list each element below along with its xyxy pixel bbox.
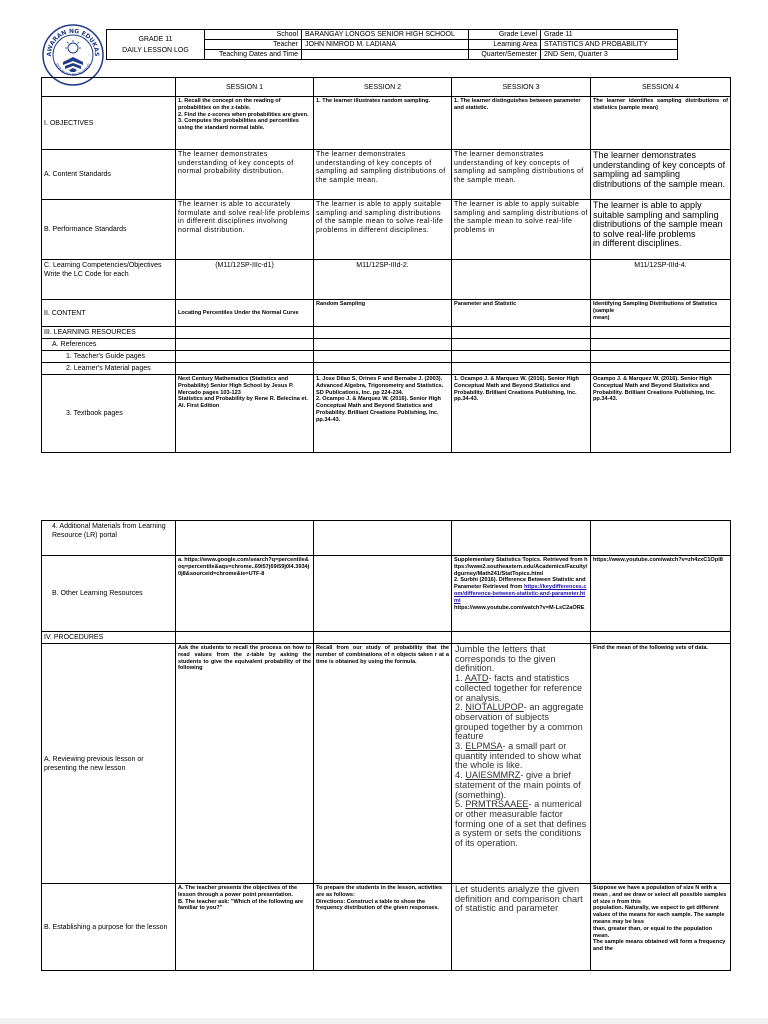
grade-level-label: Grade Level <box>469 30 541 40</box>
lesson-log-table-2 <box>41 520 731 971</box>
jumble-item <box>455 800 587 849</box>
performance-standards-row <box>42 200 731 260</box>
procedures-row <box>42 632 731 644</box>
dates-value <box>302 50 469 60</box>
session-3-header: SESSION 3 <box>452 78 591 97</box>
purpose-row <box>42 884 731 971</box>
purpose-s4: Suppose we have a population of size N with a mean , and we draw or select all possible samples of size n from this population. Naturally, we expect to get different values of the means for each sample. The sample means may be less than, greater than, or equal to the population mean. The sample means obtained will form a frequency and the <box>591 884 731 971</box>
jumble-word: UAIESMMRZ <box>465 770 521 781</box>
youtube-link[interactable]: https://www.youtube.com/watch?v=M-LsC2aORE <box>454 604 585 611</box>
reviewing-s4: Find the mean of the following sets of data. <box>591 644 731 884</box>
content-s2: Random Sampling <box>314 300 452 327</box>
jumble-item-number: 3. <box>455 741 466 752</box>
other-resources-s3-text: Supplementary Statistics Topics. Retrieved from https://www2.southeastern.edu/Academics/Faculty/dgurney/Math241/StatTopics.html 2. Surbhi (2016). Difference Between Statistic and Parameter Retrieved from <box>454 557 588 591</box>
jumble-item <box>455 703 587 742</box>
jumble-definition: - a small part or quantity intended to show what the whole is like. <box>455 741 582 771</box>
jumble-word: PRMTRSAAEE <box>465 799 529 810</box>
session-1-header: SESSION 1 <box>176 78 314 97</box>
jumble-list <box>455 674 587 849</box>
textbook-s2: 1. Jose Dilao S, Orines F and Bernabe J. (2003). Advanced Algebra, Trigonometry and Statistics. SD Publications, Inc. pp 224-234. 2. Ocampo J. & Marquez W. (2016). Senior High Conceptual Math and Beyond Statistics and Probability. Brilliant Creations Publishing, Inc. pp.34-43. <box>314 375 452 453</box>
reviewing-s2: Recall from our study of probability that the number of combinations of n objects taken r at a time is obtained by using the formula. <box>314 644 452 884</box>
content-standards-s2: The learner demonstrates understanding of key concepts of sampling ad sampling distributions of the sample mean. <box>314 150 452 200</box>
competencies-s1: (M11/12SP-IIIc-d1) <box>176 260 314 300</box>
objectives-s1: 1. Recall the concept on the reading of probabilities on the z-table. 2. Find the z-scores when probabilities are given. 3. Computes the probabilities and percentiles using the standard normal table. <box>176 97 314 150</box>
teachers-guide-row <box>42 351 731 363</box>
reviewing-label: A. Reviewing previous lesson or presenting the new lesson <box>42 644 176 884</box>
learning-area-value: STATISTICS AND PROBABILITY <box>541 40 678 50</box>
other-resources-s3 <box>452 556 591 632</box>
competencies-s2: M11/12SP-IIId-2. <box>314 260 452 300</box>
blank-corner <box>42 78 176 97</box>
textbook-label: 3. Textbook pages <box>42 375 176 453</box>
competencies-s4: M11/12SP-IIId-4. <box>591 260 731 300</box>
jumble-item <box>455 771 587 800</box>
log-title: DAILY LESSON LOG <box>122 46 189 54</box>
additional-materials-label: 4. Additional Materials from Learning Resource (LR) portal <box>42 521 176 556</box>
jumble-definition: - an aggregate observation of subjects grouped together by a common feature <box>455 702 584 742</box>
textbook-s1: Next Century Mathematics (Statistics and Probability) Senior High School by Jesus P. Mercado pages 103-123 Statistics and Probability by Rene R. Belecina et. Al. First Edition <box>176 375 314 453</box>
page-bottom-edge <box>0 1018 768 1024</box>
jumble-item <box>455 742 587 771</box>
content-label: II. CONTENT <box>42 300 176 327</box>
jumble-definition: - facts and statistics collected together for reference or analysis. <box>455 673 583 703</box>
jumble-item-number: 5. <box>455 799 466 810</box>
jumble-item-number: 1. <box>455 673 465 684</box>
additional-materials-row <box>42 521 731 556</box>
performance-standards-s1: The learner is able to accurately formulate and solve real-life problems in different disciplines involving normal distribution. <box>176 200 314 260</box>
quarter-label: Quarter/Semester <box>469 50 541 60</box>
reviewing-s1: Ask the students to recall the process on how to read values from the z-table by asking the students to give the equivalent probability of the following <box>176 644 314 884</box>
jumble-item-number: 2. <box>455 702 466 713</box>
reviewing-s3 <box>452 644 591 884</box>
content-standards-s4: The learner demonstrates understanding of key concepts of sampling ad sampling distributions of the sample mean. <box>591 150 731 200</box>
content-standards-row <box>42 150 731 200</box>
textbook-s3: 1. Ocampo J. & Marquez W. (2016). Senior High Conceptual Math and Beyond Statistics and Probability. Brilliant Creations Publishing, Inc. pp.34-43. <box>452 375 591 453</box>
svg-text:KAGAWARAN NG EDUKASYON: AWARAN NG EDUKAS <box>45 27 101 57</box>
school-value: BARANGAY LONGOS SENIOR HIGH SCHOOL <box>302 30 469 40</box>
purpose-s1: A. The teacher presents the objectives of the lesson through a power point presentation. B. The teacher ask: "Which of the following are familiar to you?" <box>176 884 314 971</box>
resources-label: III. LEARNING RESOURCES <box>42 327 176 339</box>
other-resources-row <box>42 556 731 632</box>
jumble-item <box>455 674 587 703</box>
content-s1: Locating Percentiles Under the Normal Curve <box>176 300 314 327</box>
competencies-s3 <box>452 260 591 300</box>
learners-material-label: 2. Learner's Material pages <box>42 363 176 375</box>
jumble-intro: Jumble the letters that corresponds to the given definition. <box>455 644 556 674</box>
reviewing-row <box>42 644 731 884</box>
dates-label: Teaching Dates and Time <box>205 50 302 60</box>
performance-standards-s2: The learner is able to apply suitable sampling and sampling distributions of the sample mean to solve real-life problems in different disciplines. <box>314 200 452 260</box>
objectives-row <box>42 97 731 150</box>
jumble-word: NIOTALUPOP <box>465 702 524 713</box>
keydifferences-link[interactable]: https://keydifferences.com/difference-between-statistic-and-parameter.html <box>454 584 587 604</box>
other-resources-s1: a. https://www.google.com/search?q=percentile&oq=percentile&aqs=chrome..69i57j69i59j0l4.3934j0j8&sourceid=chrome&ie=UTF-8 <box>176 556 314 632</box>
jumble-item-number: 4. <box>455 770 466 781</box>
purpose-s2: To prepare the students in the lesson, activities are as follows: Directions: Construct a table to show the frequency distribution of the given responses. <box>314 884 452 971</box>
purpose-s3: Let students analyze the given definition and comparison chart of statistic and parameter <box>452 884 591 971</box>
learners-material-row <box>42 363 731 375</box>
content-row <box>42 300 731 327</box>
references-row <box>42 339 731 351</box>
teacher-label: Teacher <box>205 40 302 50</box>
teacher-value: JOHN NIMROD M. LADIANA <box>302 40 469 50</box>
lesson-log-table-1 <box>41 77 731 453</box>
session-2-header: SESSION 2 <box>314 78 452 97</box>
textbook-row <box>42 375 731 453</box>
performance-standards-s4: The learner is able to apply suitable sampling and sampling distributions of the sample mean to solve real-life problems in different disciplines. <box>591 200 731 260</box>
performance-standards-s3: The learner is able to apply suitable sampling and sampling distributions of the sample mean to solve real-life problems in <box>452 200 591 260</box>
grade-level-value: Grade 11 <box>541 30 678 40</box>
content-standards-s3: The learner demonstrates understanding of key concepts of sampling ad sampling distributions of the sample mean. <box>452 150 591 200</box>
content-standards-s1: The learner demonstrates understanding of key concepts of normal probability distribution. <box>176 150 314 200</box>
school-label: School <box>205 30 302 40</box>
header-title-cell <box>107 30 205 60</box>
content-s4: Identifying Sampling Distributions of Statistics (sample mean) <box>591 300 731 327</box>
header-table <box>106 29 678 60</box>
objectives-s4: The learner identifies sampling distributions of statistics (sample mean) <box>591 97 731 150</box>
teachers-guide-label: 1. Teacher's Guide pages <box>42 351 176 363</box>
competencies-row <box>42 260 731 300</box>
grade-heading: GRADE 11 <box>138 35 173 43</box>
jumble-definition: - a numerical or other measurable factor forming one of a set that defines a system or sets the conditions of its operation. <box>455 799 587 849</box>
content-s3: Parameter and Statistic <box>452 300 591 327</box>
quarter-value: 2ND Sem, Quarter 3 <box>541 50 678 60</box>
resources-row <box>42 327 731 339</box>
objectives-label: I. OBJECTIVES <box>42 97 176 150</box>
content-standards-label: A. Content Standards <box>42 150 176 200</box>
svg-text:REPUBLIKA NG PILIPINAS: REPUBLIKA NG PILIPINAS <box>54 62 92 78</box>
jumble-word: ELPMSA <box>465 741 503 752</box>
objectives-s2: 1. The learner illustrates random sampling. <box>314 97 452 150</box>
other-resources-s4[interactable]: https://www.youtube.com/watch?v=zh4zxC1Opl8 <box>591 556 731 632</box>
learning-area-label: Learning Area <box>469 40 541 50</box>
purpose-label: B. Establishing a purpose for the lesson <box>42 884 176 971</box>
objectives-s3: 1. The learner distinguishes between parameter and statistic. <box>452 97 591 150</box>
textbook-s4: Ocampo J. & Marquez W. (2016). Senior High Conceptual Math and Beyond Statistics and Probability. Brilliant Creations Publishing, Inc. pp.34-43. <box>591 375 731 453</box>
jumble-word: AATD <box>464 673 489 684</box>
competencies-label: C. Learning Competencies/Objectives Write the LC Code for each <box>42 260 176 300</box>
references-label: A. References <box>42 339 176 351</box>
procedures-label: IV. PROCEDURES <box>42 632 176 644</box>
other-resources-label: B. Other Learning Resources <box>42 556 176 632</box>
performance-standards-label: B. Performance Standards <box>42 200 176 260</box>
session-4-header: SESSION 4 <box>591 78 731 97</box>
jumble-definition: - give a brief statement of the main points of (something). <box>455 770 581 800</box>
